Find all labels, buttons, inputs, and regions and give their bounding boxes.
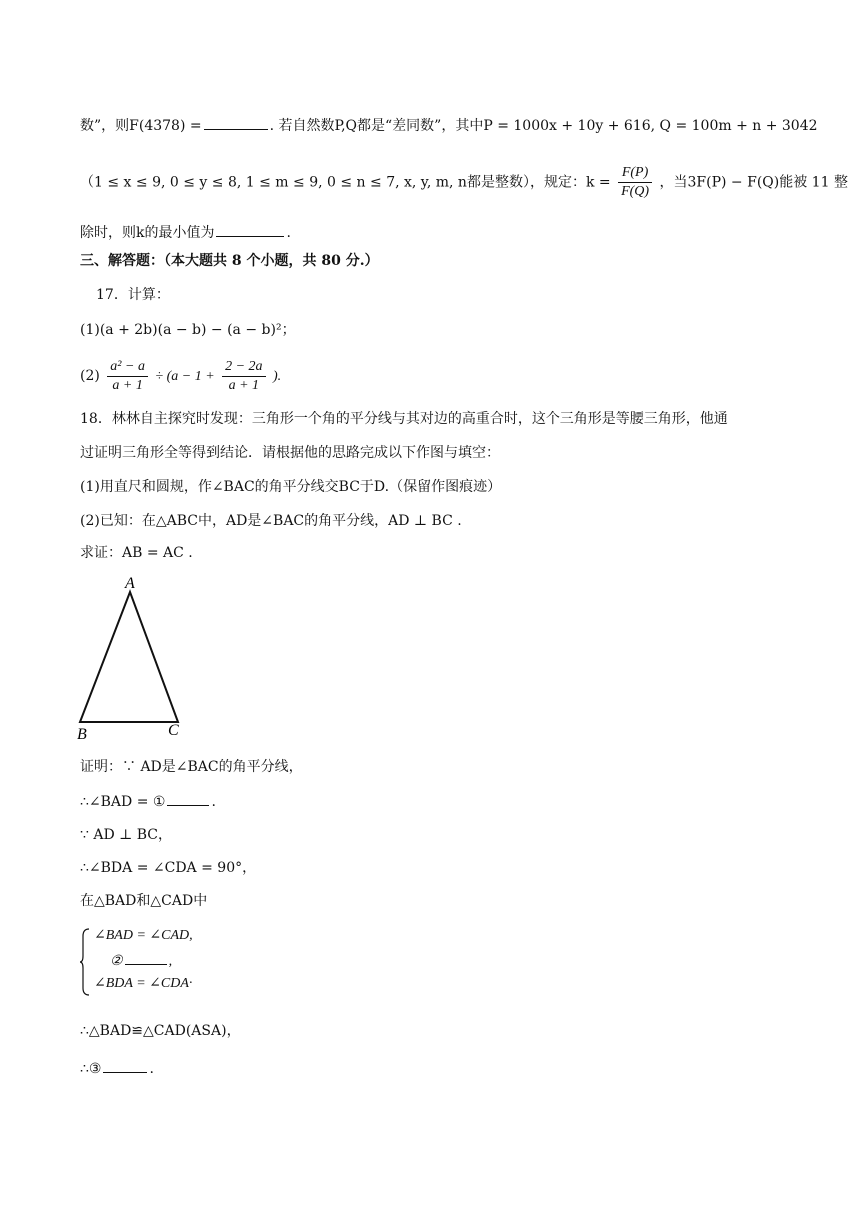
question-18-prove: 求证：AB = AC . <box>80 545 193 561</box>
condition-2 <box>110 950 172 972</box>
fraction-2 <box>222 358 265 395</box>
k-fraction <box>618 164 652 201</box>
proof-line-4: ∴∠BDA = ∠CDA = 90°， <box>80 860 257 876</box>
question-18-line-b: 过证明三角形全等得到结论．请根据他的思路完成以下作图与填空： <box>80 445 500 461</box>
closing-paren: ). <box>273 369 282 384</box>
answer-blank-3[interactable] <box>103 1058 147 1073</box>
vertex-b-label: B <box>77 726 87 742</box>
divisible-text: ，当3F(P) − F(Q)能被 11 整 <box>659 174 848 191</box>
fraction-1 <box>107 358 148 395</box>
text-line-k-min <box>80 222 790 243</box>
conditions-text: （1 ≤ x ≤ 9, 0 ≤ y ≤ 8, 1 ≤ m ≤ 9, 0 ≤ n ≤ 7, x, y, m, n都是整数），规定：k = <box>80 174 611 191</box>
question-18-line-a: 18．林林自主探究时发现：三角形一个角的平分线与其对边的高重合时，这个三角形是等腰三角形，他通 <box>80 411 728 427</box>
condition-1: ∠BAD = ∠CAD, <box>94 928 193 943</box>
period: . <box>286 225 291 241</box>
text-line-conditions <box>80 164 848 200</box>
question-18-part-2: (2)已知：在△ABC中，AD是∠BAC的角平分线，AD ⊥ BC . <box>80 513 462 529</box>
vertex-c-label: C <box>168 722 179 739</box>
answer-blank-1[interactable] <box>167 791 209 806</box>
triangle-abc <box>80 592 178 722</box>
section-heading-3: 三、解答题：（本大题共 8 个小题，共 80 分.） <box>80 253 379 269</box>
k-denominator: F(Q) <box>621 184 650 199</box>
question-17-part-2 <box>80 356 790 396</box>
period: . <box>149 1061 154 1077</box>
answer-blank-f4378[interactable] <box>204 115 268 130</box>
fraction-1-numerator: a² − a <box>107 358 148 377</box>
answer-blank-k[interactable] <box>216 222 284 237</box>
k-numerator: F(P) <box>618 164 652 183</box>
question-18-part-1: (1)用直尺和圆规，作∠BAC的角平分线交BC于D.（保留作图痕迹） <box>80 479 502 495</box>
proof-line-1: 证明：∵ AD是∠BAC的角平分线， <box>80 759 303 775</box>
proof-line-3: ∵ AD ⊥ BC， <box>80 827 173 843</box>
answer-blank-2[interactable] <box>125 950 167 965</box>
question-17-title: 17．计算： <box>96 287 170 303</box>
fraction-2-numerator: 2 − 2a <box>222 358 265 377</box>
condition-3: ∠BDA = ∠CDA· <box>94 976 193 991</box>
pq-definition-text: . 若自然数P,Q都是“差同数”，其中P = 1000x + 10y + 616, Q = 100m + n + 3042 <box>269 118 818 134</box>
k-min-text: 除时，则k的最小值为 <box>80 225 215 241</box>
congruence-conditions <box>80 928 300 1000</box>
period: . <box>211 794 216 810</box>
vertex-a-label: A <box>125 575 135 592</box>
fraction-1-denominator: a + 1 <box>112 377 143 393</box>
text-line-f4378 <box>80 115 818 136</box>
question-17-part-1: (1)(a + 2b)(a − b) − (a − b)²； <box>80 322 296 338</box>
proof-line-6: ∴△BAD≌△CAD(ASA)， <box>80 1023 241 1039</box>
fraction-2-denominator: a + 1 <box>228 377 260 393</box>
proof-line-2 <box>80 791 790 812</box>
left-brace <box>80 928 90 996</box>
proof-2-text: ∴∠BAD = ① <box>80 794 166 810</box>
comma: , <box>168 954 173 969</box>
proof-7-text: ∴③ <box>80 1061 102 1077</box>
division-text: ÷ (a − 1 + <box>155 369 215 384</box>
part-2-label: (2) <box>80 368 100 384</box>
proof-line-5: 在△BAD和△CAD中 <box>80 893 208 909</box>
f4378-text: 数”，则F(4378) = <box>80 118 202 134</box>
proof-line-7 <box>80 1058 790 1079</box>
triangle-abc-figure <box>70 572 200 742</box>
circle-2-label: ② <box>110 954 123 969</box>
